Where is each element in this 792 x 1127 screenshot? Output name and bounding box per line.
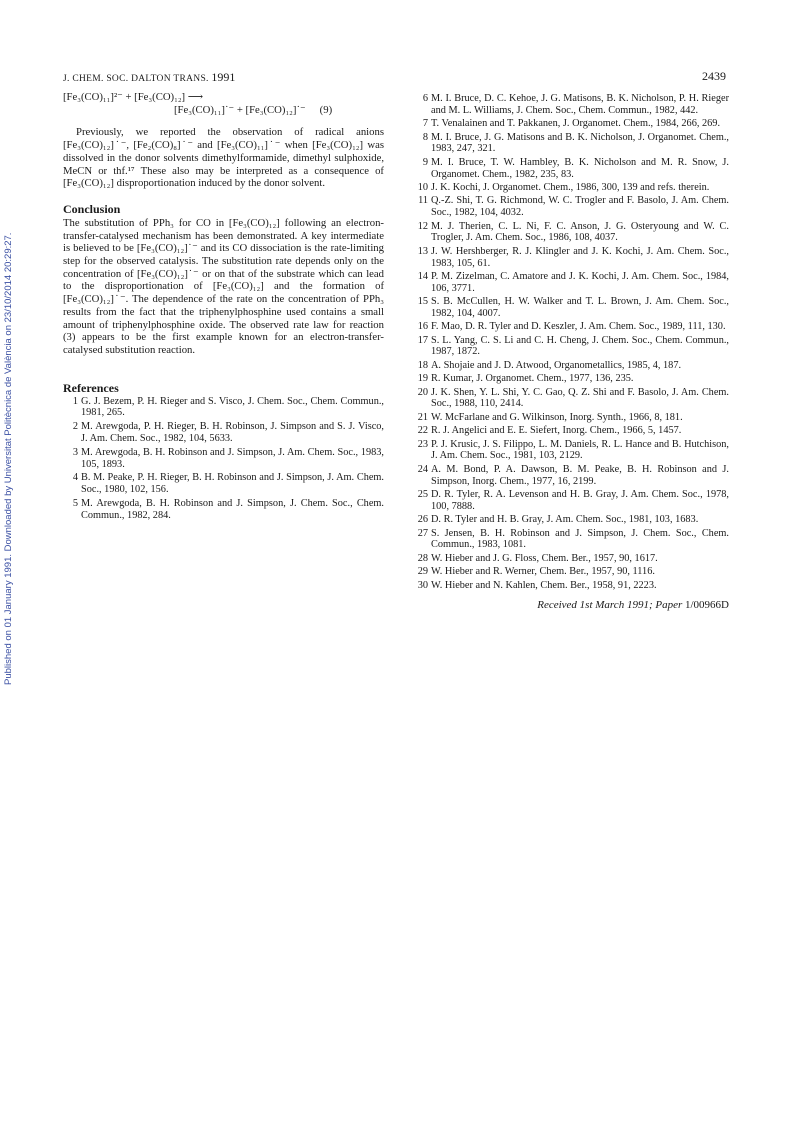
reference-text: S. Jensen, B. H. Robinson and J. Simpson, J. Chem. Soc., Chem. Commun., 1983, 1081. [431,527,729,551]
reference-item [413,246,729,270]
reference-item [413,439,729,463]
reference-item [413,221,729,245]
reference-number: 10 [417,181,428,193]
reference-text: D. R. Tyler, R. A. Levenson and H. B. Gray, J. Am. Chem. Soc., 1978, 100, 7888. [431,488,729,512]
reference-item [413,296,729,320]
equation-products: [Fe₃(CO)₁₁]˙⁻ + [Fe₃(CO)₁₂]˙⁻ [174,103,306,116]
reference-text: M. Arewgoda, B. H. Robinson and J. Simpson, J. Chem. Soc., Chem. Commun., 1982, 284. [81,498,384,521]
reference-number: 4 [72,472,78,484]
reference-item [413,387,729,411]
reference-number: 23 [417,438,428,450]
download-watermark-text: Published on 01 January 1991. Downloaded by Universitat Politècnica de València on 23/10/2014 20:29:27. [3,232,14,685]
references-heading: References [63,380,119,395]
reference-text: M. I. Bruce, J. G. Matisons and B. K. Nicholson, J. Organomet. Chem., 1983, 247, 321. [431,131,729,155]
reference-item [413,321,729,333]
reference-number: 9 [422,156,428,168]
paragraph-previously: Previously, we reported the observation of radical anions [Fe₃(CO)₁₂]˙⁻, [Fe₂(CO)₈]˙⁻ and [Fe₃(CO)₁₁]˙⁻ when [Fe₃(CO)₁₂] was dissolved in the donor solvents dimethylformamide, dimethyl sulphoxide, MeCN or thf.¹⁷ These also may be interpreted as a consequence of [Fe₃(CO)₁₂] disproportionation induced by the donor solvent. [63,126,384,190]
left-column [63,91,384,524]
reference-item [413,195,729,219]
reference-text: R. J. Angelici and E. E. Siefert, Inorg. Chem., 1966, 5, 1457. [431,425,682,437]
running-header-journal [63,70,235,85]
reference-text: B. M. Peake, P. H. Rieger, B. H. Robinson and J. Simpson, J. Am. Chem. Soc., 1980, 102, 156. [81,472,384,496]
received-date: Received 1st March 1991; [537,599,653,612]
reference-item [413,489,729,513]
page-number: 2439 [702,69,726,83]
reference-text: J. K. Shen, Y. L. Shi, Y. C. Gao, Q. Z. Shi and F. Basolo, J. Am. Chem. Soc., 1988, 110, 2414. [431,386,729,410]
reference-number: 30 [417,579,428,591]
reference-text: M. I. Bruce, T. W. Hambley, B. K. Nicholson and M. R. Snow, J. Organomet. Chem., 1982, 235, 83. [431,156,729,180]
journal-name: J. CHEM. SOC. DALTON TRANS. [63,74,209,84]
received-line [413,600,729,612]
reference-number: 7 [422,118,428,130]
reference-text: G. J. Bezem, P. H. Rieger and S. Visco, J. Chem. Soc., Chem. Commun., 1981, 265. [81,395,384,419]
reference-item [413,373,729,385]
paper-number: 1/00966D [685,599,729,612]
reference-item [413,425,729,437]
reference-item [413,271,729,295]
reference-number: 17 [417,334,428,346]
reference-number: 19 [417,373,428,385]
reference-number: 12 [417,220,428,232]
conclusion-text: The substitution of PPh₃ for CO in [Fe₃(CO)₁₂] following an electron-transfer-catalysed mechanism has been demonstrated. A key intermediate is believed to be [Fe₃(CO)₁₂]˙⁻ and its CO dissociation is the rate-limiting step for the observed catalysis. The substitution rate depends only on the concentration of [Fe₃(CO)₁₂]˙⁻ or on that of the substrate which can lead to the disproportionation of [Fe₃(CO)₁₂] and the formation of [Fe₃(CO)₁₂]˙⁻. The dependence of the rate on the concentration of PPh₃ results from the fact that the triphenylphosphine used contains a small amount of triphenylphosphine oxide. The observed rate law for reaction (3) appears to be the first example known for an electron-transfer-catalysed substitution reaction. [63,216,384,356]
reference-text: A. Shojaie and J. D. Atwood, Organometallics, 1985, 4, 187. [431,359,682,371]
reference-number: 2 [72,421,78,433]
reference-item [63,498,384,522]
right-column [413,93,729,612]
reference-item [413,93,729,117]
equation-line-1: [Fe₃(CO)₁₁]²⁻ + [Fe₃(CO)₁₂] ⟶ [63,91,204,103]
reference-item [63,447,384,471]
paper-label: Paper [655,599,683,612]
references-list-right [413,93,729,591]
reference-text: M. Arewgoda, P. H. Rieger, B. H. Robinson, J. Simpson and S. J. Visco, J. Am. Chem. Soc., 1982, 104, 5633. [81,421,384,445]
reference-number: 11 [418,195,428,207]
reference-text: Q.-Z. Shi, T. G. Richmond, W. C. Trogler and F. Basolo, J. Am. Chem. Soc., 1982, 104, 4032. [431,195,729,219]
reference-text: W. Hieber and N. Kahlen, Chem. Ber., 1958, 91, 2223. [431,579,657,591]
journal-year: 1991 [211,70,236,84]
reference-number: 5 [72,498,78,510]
references-section [63,381,384,522]
reference-number: 15 [417,296,428,308]
conclusion-heading: Conclusion [63,201,121,216]
reference-item [413,580,729,592]
reference-number: 3 [72,446,78,458]
reference-number: 21 [417,411,428,423]
reference-item [413,514,729,526]
reference-number: 28 [417,552,428,564]
equation-number: (9) [319,103,333,116]
reference-number: 20 [417,386,428,398]
reference-number: 18 [417,359,428,371]
reference-text: W. McFarlane and G. Wilkinson, Inorg. Synth., 1966, 8, 181. [431,411,683,423]
reference-number: 13 [417,245,428,257]
reference-number: 22 [417,425,428,437]
reference-item [413,464,729,488]
reference-text: A. M. Bond, P. A. Dawson, B. M. Peake, B. H. Robinson and J. Simpson, Inorg. Chem., 1977, 16, 2199. [431,463,729,487]
reference-text: R. Kumar, J. Organomet. Chem., 1977, 136, 235. [431,373,634,385]
references-list-left [63,396,384,522]
reference-item [413,412,729,424]
reference-item [63,472,384,496]
reference-text: S. L. Yang, C. S. Li and C. H. Cheng, J. Chem. Soc., Chem. Commun., 1987, 1872. [431,334,729,358]
reference-text: T. Venalainen and T. Pakkanen, J. Organomet. Chem., 1984, 266, 269. [431,118,721,130]
reference-item [413,553,729,565]
reference-item [413,157,729,181]
reference-item [413,528,729,552]
reference-text: F. Mao, D. R. Tyler and D. Keszler, J. Am. Chem. Soc., 1989, 111, 130. [431,321,726,333]
reference-item [413,182,729,194]
reference-number: 6 [422,93,428,104]
reference-number: 16 [417,321,428,333]
reference-number: 24 [417,463,428,475]
reference-number: 8 [422,131,428,143]
reference-number: 27 [417,527,428,539]
reference-text: M. Arewgoda, B. H. Robinson and J. Simpson, J. Am. Chem. Soc., 1983, 105, 1893. [81,446,384,470]
reference-text: D. R. Tyler and H. B. Gray, J. Am. Chem. Soc., 1981, 103, 1683. [431,514,699,526]
reference-text: P. M. Zizelman, C. Amatore and J. K. Kochi, J. Am. Chem. Soc., 1984, 106, 3771. [431,270,729,294]
reference-item [413,335,729,359]
reference-text: W. Hieber and R. Werner, Chem. Ber., 1957, 90, 1116. [431,566,655,578]
reference-item [413,132,729,156]
reference-number: 25 [417,488,428,500]
download-watermark [2,230,16,690]
reference-text: M. J. Therien, C. L. Ni, F. C. Anson, J. G. Osteryoung and W. C. Trogler, J. Am. Chem. Soc., 1986, 108, 4037. [431,220,729,244]
reference-text: W. Hieber and J. G. Floss, Chem. Ber., 1957, 90, 1617. [431,552,658,564]
reference-number: 14 [417,270,428,282]
reference-text: J. W. Hershberger, R. J. Klingler and J. K. Kochi, J. Am. Chem. Soc., 1983, 105, 61. [431,245,729,269]
reference-item [63,396,384,420]
reference-number: 26 [417,514,428,526]
reference-text: S. B. McCullen, H. W. Walker and T. L. Brown, J. Am. Chem. Soc., 1982, 104, 4007. [431,296,729,319]
reference-text: P. J. Krusic, J. S. Filippo, L. M. Daniels, R. L. Hance and B. Hutchison, J. Am. Chem. Soc., 1981, 103, 2129. [431,438,729,462]
reference-item [413,360,729,372]
reference-item [413,566,729,578]
reference-text: M. I. Bruce, D. C. Kehoe, J. G. Matisons, B. K. Nicholson, P. H. Rieger and M. L. Williams, J. Chem. Soc., Chem. Commun., 1982, 442. [431,93,729,116]
reference-number: 1 [72,395,78,407]
equation-line-2 [63,104,384,117]
reference-item [413,118,729,130]
reference-number: 29 [417,566,428,578]
reference-item [63,421,384,445]
reference-text: J. K. Kochi, J. Organomet. Chem., 1986, 300, 139 and refs. therein. [431,181,710,193]
